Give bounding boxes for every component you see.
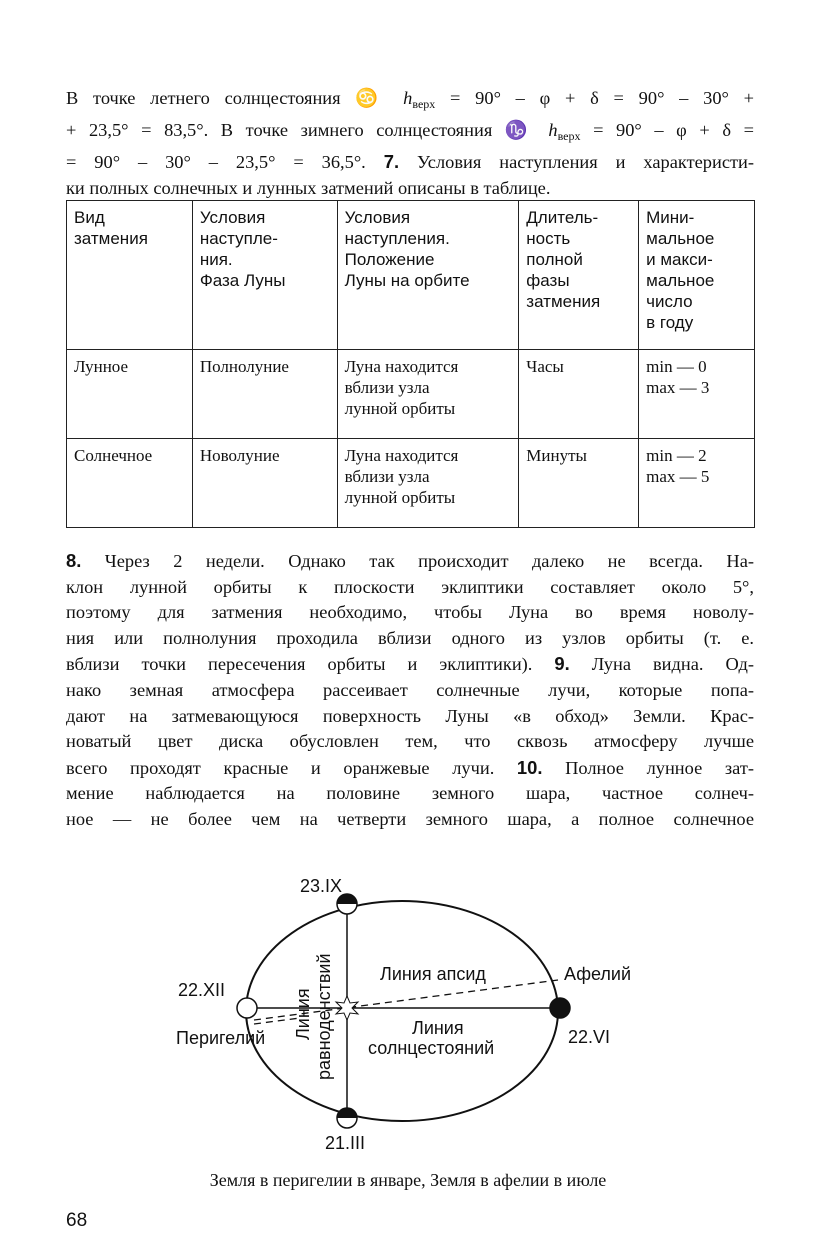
date-label-top: 23.IX	[300, 876, 343, 896]
date-label-right: 22.VI	[568, 1027, 611, 1047]
text-line: мение наблюдается на половине земного шара, частное солнеч-	[66, 783, 754, 804]
text-line: ки полных солнечных и лунных затмений описаны в таблице.	[66, 177, 551, 198]
earth-top-icon	[337, 894, 357, 914]
table-row	[67, 350, 755, 439]
table-header-cell: Условия наступления. Положение Луны на орбите	[337, 201, 519, 350]
text-line: = 90° – φ + δ =	[580, 119, 754, 140]
text-line: Условия наступления и характеристи-	[399, 152, 754, 173]
text-line: новатый цвет диска обусловлен тем, что сквозь атмосферу лучше	[66, 731, 754, 752]
solstice-line-label: Линия	[412, 1018, 464, 1038]
text-line: поэтому для затмения необходимо, чтобы Луна во время новолу-	[66, 602, 754, 623]
subscript: верх	[557, 128, 581, 143]
table-cell: Лунное	[67, 350, 193, 439]
date-label-bottom: 21.III	[325, 1133, 366, 1153]
item-number: 9.	[554, 653, 570, 675]
item-number: 10.	[516, 756, 543, 778]
text-line: Луна видна. Од-	[569, 654, 755, 675]
table-cell: min — 2 max — 5	[639, 439, 755, 528]
table-cell: Луна находится вблизи узла лунной орбиты	[337, 439, 519, 528]
earth-bottom-icon	[337, 1108, 357, 1128]
table-header-cell: Условия наступле- ния. Фаза Луны	[192, 201, 337, 350]
table-header-row	[67, 201, 755, 350]
table-row	[67, 439, 755, 528]
table-cell: Луна находится вблизи узла лунной орбиты	[337, 350, 519, 439]
text-line: + 23,5° = 83,5°. В точке зимнего солнцестояния ♑	[66, 119, 549, 140]
page-number: 68	[66, 1210, 88, 1231]
text-line: = 90° – 30° – 23,5° = 36,5°.	[66, 152, 384, 173]
item-number: 7.	[383, 151, 400, 173]
table-header-cell: Вид затмения	[67, 201, 193, 350]
answers-paragraph	[66, 548, 754, 833]
text-line: = 90° – φ + δ = 90° – 30° +	[435, 88, 755, 108]
text-line: всего проходят красные и оранжевые лучи.	[66, 757, 517, 778]
text-line: вблизи точки пересечения орбиты и эклиптики).	[66, 654, 533, 675]
text-line: Полное лунное зат-	[542, 757, 754, 778]
text-line: дают на затмевающуюся поверхность Луны «в обход» Земли. Крас-	[66, 705, 754, 726]
aphelion-label: Афелий	[564, 964, 632, 984]
table-cell: Полнолуние	[192, 350, 337, 439]
intro-paragraph	[66, 86, 754, 201]
table-cell: Часы	[519, 350, 639, 439]
perihelion-label: Перигелий	[176, 1028, 266, 1048]
table-cell: Минуты	[519, 439, 639, 528]
table-header-cell: Длитель- ность полной фазы затмения	[519, 201, 639, 350]
earth-left-icon	[237, 998, 257, 1018]
equinox-line-label: Линия	[293, 988, 313, 1040]
earth-right-icon	[550, 998, 570, 1018]
equinox-line-label: равноденствий	[314, 953, 334, 1080]
subscript: верх	[412, 97, 436, 111]
solstice-line-label: солнцестояний	[368, 1038, 495, 1058]
text-line: ния или полнолуния проходила вблизи одного из узлов орбиты (т. е.	[66, 627, 754, 648]
text-line: ное — не более чем на четверти земного шара, а полное солнечное	[66, 808, 754, 829]
earth-orbit-diagram	[150, 868, 670, 1158]
eclipse-table	[66, 200, 755, 528]
h-symbol: h	[548, 119, 558, 140]
text-line: Через 2 недели. Однако так происходит далеко не всегда. На-	[81, 551, 754, 571]
text-line: В точке летнего солнцестояния ♋	[66, 88, 404, 108]
text-line: клон лунной орбиты к плоскости эклиптики составляет около 5°,	[66, 576, 754, 597]
item-number: 8.	[66, 550, 82, 571]
date-label-left: 22.XII	[178, 980, 226, 1000]
text-line: нако земная атмосфера рассеивает солнечные лучи, которые попа-	[66, 679, 754, 700]
table-cell: Солнечное	[67, 439, 193, 528]
h-symbol: h	[403, 88, 413, 108]
table-cell: Новолуние	[192, 439, 337, 528]
figure-caption: Земля в перигелии в январе, Земля в афелии в июле	[209, 1170, 607, 1190]
table-cell: min — 0 max — 3	[639, 350, 755, 439]
apsides-line-label: Линия апсид	[380, 964, 486, 984]
table-header-cell: Мини- мальное и макси- мальное число в году	[639, 201, 755, 350]
